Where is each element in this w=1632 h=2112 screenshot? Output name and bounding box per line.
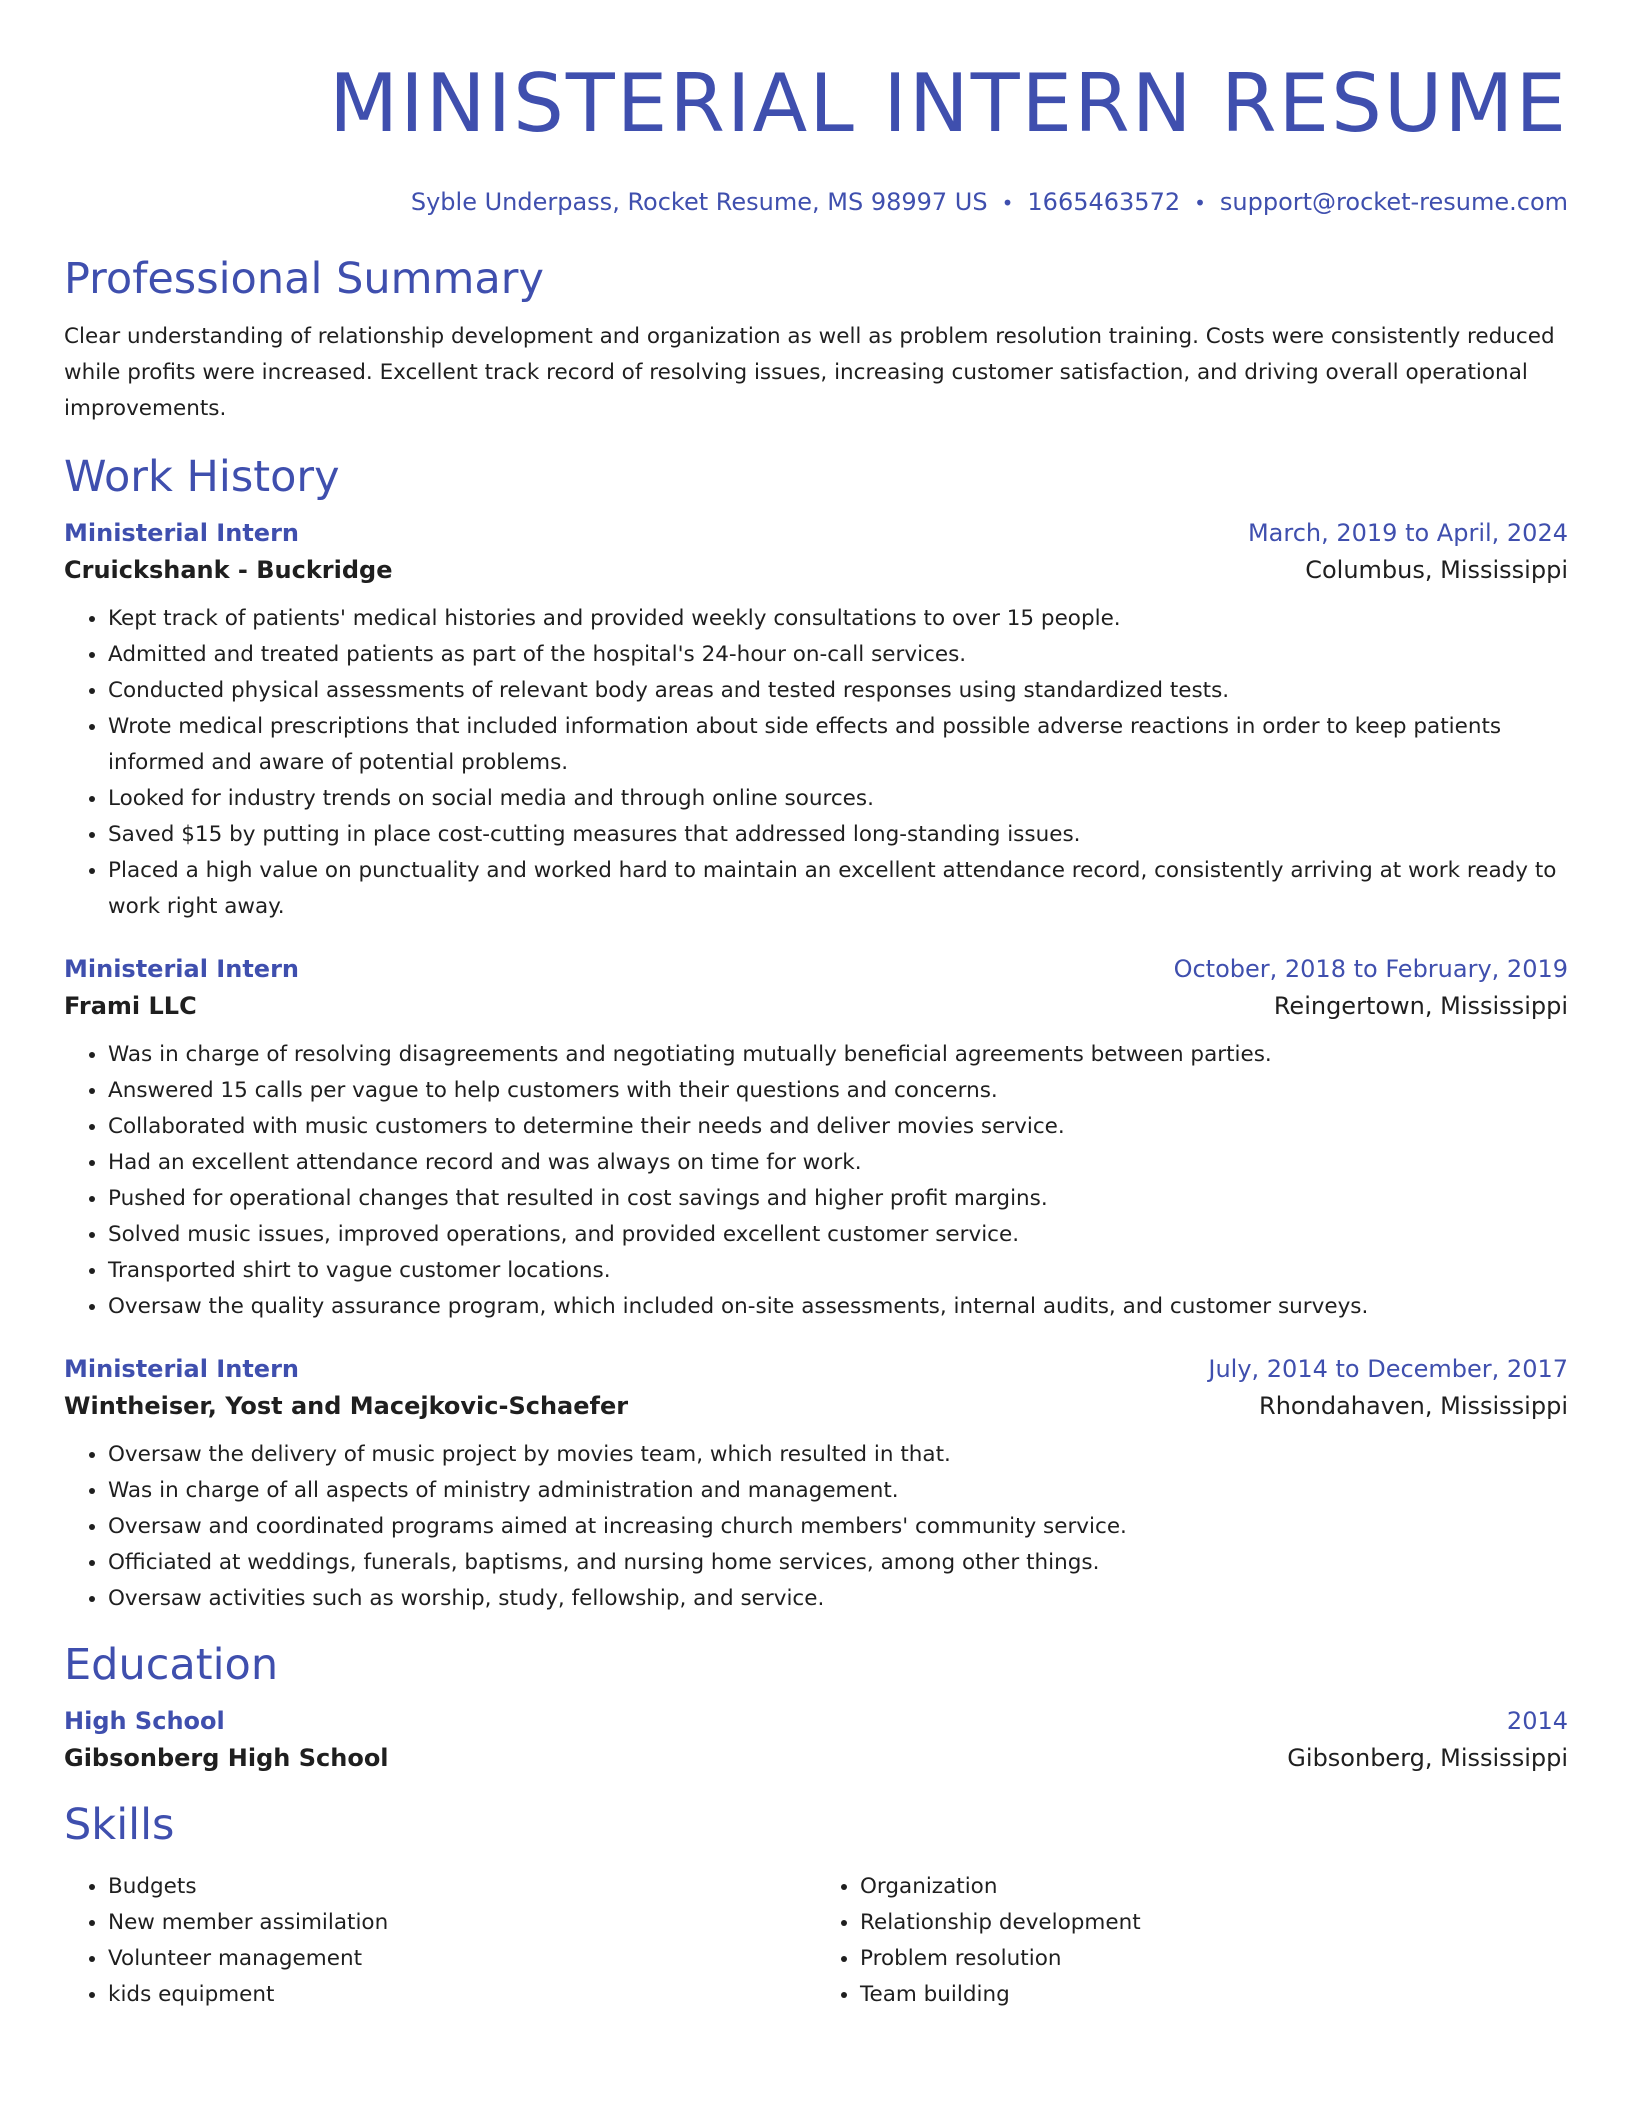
skill-item: • Problem resolution [860, 1941, 1568, 1977]
job-bullet: • Transported shirt to vague customer locations. [108, 1253, 1568, 1289]
contact-separator: • [1001, 191, 1014, 215]
skill-item: • Budgets [108, 1869, 816, 1905]
job-bullet: • Officiated at weddings, funerals, baptisms, and nursing home services, among other things. [108, 1545, 1568, 1581]
job-bullet: • Looked for industry trends on social media and through online sources. [108, 781, 1568, 817]
skill-item: • New member assimilation [108, 1905, 816, 1941]
job-bullet: • Admitted and treated patients as part of the hospital's 24-hour on-call services. [108, 637, 1568, 673]
job-entry [64, 1351, 1568, 1617]
job-role: Ministerial Intern [64, 519, 299, 547]
education-degree: High School [64, 1707, 225, 1735]
work-heading: Work History [64, 452, 340, 502]
skill-item: • Organization [860, 1869, 1568, 1905]
resume-header [64, 56, 1568, 219]
job-company: Cruickshank - Buckridge [64, 556, 393, 584]
contact-address: Syble Underpass, Rocket Resume, MS 98997 US [410, 188, 988, 216]
job-entry [64, 951, 1568, 1325]
summary-section [64, 251, 1568, 427]
summary-heading: Professional Summary [64, 254, 544, 304]
job-company: Wintheiser, Yost and Macejkovic-Schaefer [64, 1392, 629, 1420]
job-bullet: • Was in charge of resolving disagreements and negotiating mutually beneficial agreements between parties. [108, 1037, 1568, 1073]
job-bullet: • Wrote medical prescriptions that included information about side effects and possible adverse reactions in order to keep patients informed and aware of potential problems. [108, 709, 1568, 781]
job-bullet: • Had an excellent attendance record and was always on time for work. [108, 1145, 1568, 1181]
education-section [64, 1637, 1568, 1777]
job-bullets [64, 601, 1568, 925]
summary-text: Clear understanding of relationship development and organization as well as problem resolution training. Costs were consistently reduced while profits were increased. Excellent track record of resolving issues, increasing customer satisfaction, and driving overall operational improvements. [64, 324, 1555, 421]
contact-phone: 1665463572 [1027, 188, 1181, 216]
skill-item: • Team building [860, 1977, 1568, 2013]
skill-item: • Volunteer management [108, 1941, 816, 1977]
contact-separator: • [1194, 191, 1206, 215]
job-dates: March, 2019 to April, 2024 [1247, 519, 1568, 547]
job-dates: October, 2018 to February, 2019 [1173, 955, 1568, 983]
job-bullets [64, 1037, 1568, 1325]
job-bullet: • Solved music issues, improved operations, and provided excellent customer service. [108, 1217, 1568, 1253]
job-bullet: • Kept track of patients' medical histories and provided weekly consultations to over 15 people. [108, 601, 1568, 637]
resume-title: MINISTERIAL INTERN RESUME [329, 57, 1568, 150]
job-location: Rhondahaven, Mississippi [1259, 1392, 1568, 1420]
job-bullet: • Saved $15 by putting in place cost-cutting measures that addressed long-standing issues. [108, 817, 1568, 853]
job-bullet: • Conducted physical assessments of relevant body areas and tested responses using standardized tests. [108, 673, 1568, 709]
job-entry [64, 515, 1568, 925]
education-school: Gibsonberg High School [64, 1744, 389, 1772]
job-location: Reingertown, Mississippi [1273, 992, 1568, 1020]
job-bullet: • Oversaw activities such as worship, study, fellowship, and service. [108, 1581, 1568, 1617]
job-role: Ministerial Intern [64, 955, 299, 983]
job-location: Columbus, Mississippi [1305, 556, 1568, 584]
education-heading: Education [64, 1640, 279, 1690]
work-section [64, 449, 1568, 1617]
education-location: Gibsonberg, Mississippi [1287, 1744, 1568, 1772]
contact-line [64, 186, 1568, 219]
skills-heading: Skills [64, 1800, 175, 1850]
skills-list-right [816, 1869, 1568, 2013]
skills-columns [64, 1863, 1568, 2013]
job-bullet: • Oversaw and coordinated programs aimed at increasing church members' community service. [108, 1509, 1568, 1545]
job-role: Ministerial Intern [64, 1355, 299, 1383]
skill-item: • Relationship development [860, 1905, 1568, 1941]
job-bullet: • Oversaw the delivery of music project by movies team, which resulted in that. [108, 1437, 1568, 1473]
education-year: 2014 [1506, 1707, 1568, 1735]
job-bullet: • Collaborated with music customers to determine their needs and deliver movies service. [108, 1109, 1568, 1145]
job-bullet: • Oversaw the quality assurance program, which included on-site assessments, internal audits, and customer surveys. [108, 1289, 1568, 1325]
job-bullet: • Answered 15 calls per vague to help customers with their questions and concerns. [108, 1073, 1568, 1109]
job-bullet: • Was in charge of all aspects of ministry administration and management. [108, 1473, 1568, 1509]
job-dates: July, 2014 to December, 2017 [1208, 1355, 1568, 1383]
skills-list-left [64, 1869, 816, 2013]
job-company: Frami LLC [64, 992, 197, 1020]
contact-email[interactable]: support@rocket-resume.com [1219, 188, 1568, 216]
skill-item: • kids equipment [108, 1977, 816, 2013]
job-bullet: • Pushed for operational changes that resulted in cost savings and higher profit margins. [108, 1181, 1568, 1217]
job-bullets [64, 1437, 1568, 1617]
job-bullet: • Placed a high value on punctuality and worked hard to maintain an excellent attendance record, consistently arriving at work ready to work right away. [108, 853, 1568, 925]
skills-section [64, 1797, 1568, 2013]
